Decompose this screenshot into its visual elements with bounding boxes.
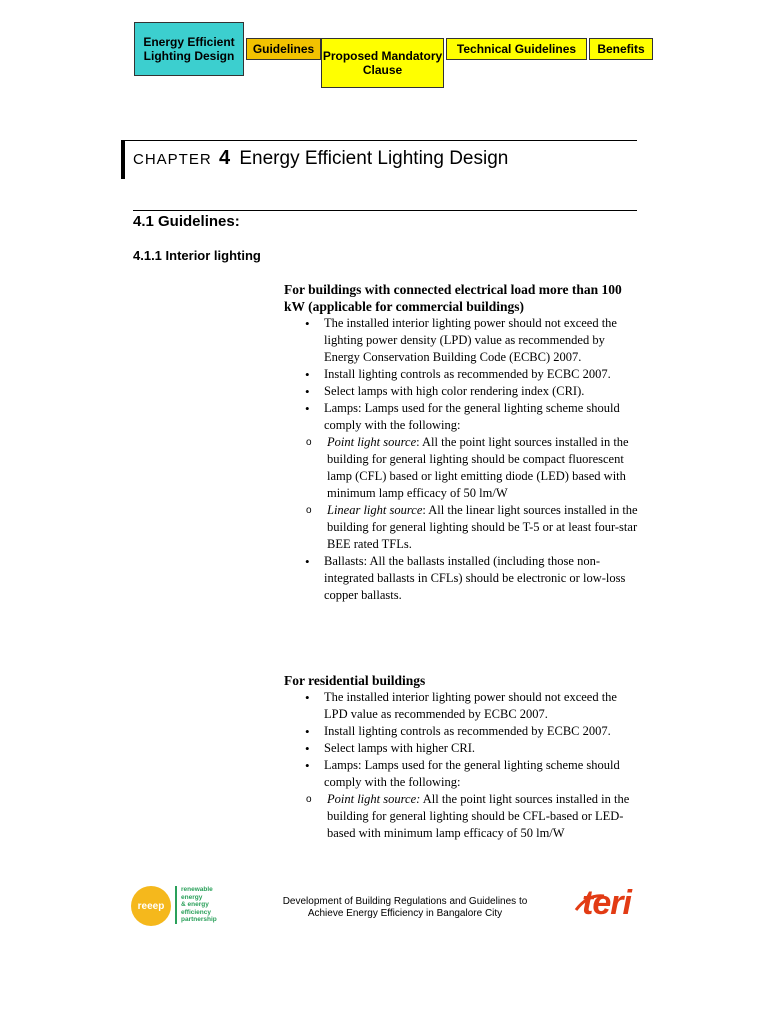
sub-item-label: Linear light source — [327, 503, 423, 517]
reeep-line: & energy — [181, 901, 209, 908]
reeep-line: partnership — [181, 916, 217, 923]
sub-item-text: All the point light sources installed in the building for general lighting should be CFL-based or LED-based with minimum lamp efficacy of 50 lm/W — [327, 792, 630, 840]
nav-guidelines[interactable] — [246, 38, 321, 60]
chapter-header — [121, 140, 637, 179]
reeep-logo — [131, 886, 241, 930]
chapter-number: 4 — [218, 147, 231, 169]
lamps-item-text: Lamps: Lamps used for the general lighting scheme should comply with the following: — [324, 401, 620, 432]
reeep-logo-mark: reeep — [131, 886, 171, 926]
lamp-sub-list — [284, 791, 640, 842]
commercial-bullet-list — [284, 315, 640, 604]
list-item: • Install lighting controls as recommended by ECBC 2007. — [284, 723, 640, 740]
sub-list-item — [284, 434, 640, 502]
chapter-title — [133, 147, 508, 170]
chapter-word: CHAPTER — [133, 151, 212, 168]
lamps-item-text: Lamps: Lamps used for the general lighting scheme should comply with the following: — [324, 758, 620, 789]
section-heading: 4.1 Guidelines: — [133, 210, 637, 230]
subsection-heading: 4.1.1 Interior lighting — [133, 248, 261, 263]
teri-logo — [574, 884, 634, 928]
footer-text — [280, 896, 530, 920]
nav-guidelines-label: Guidelines — [252, 42, 315, 56]
sub-item-label: Point light source — [327, 435, 417, 449]
commercial-block-title: For buildings with connected electrical load more than 100 kW (applicable for commercial buildings) — [284, 282, 622, 314]
nav-technical-label: Technical Guidelines — [456, 42, 577, 56]
footer-line-1: Development of Building Regulations and Guidelines to — [282, 896, 528, 907]
lamp-sub-list — [284, 434, 640, 553]
nav-energy-efficient-lighting-design[interactable] — [134, 22, 244, 76]
sub-list-item — [284, 502, 640, 553]
residential-bullet-list — [284, 689, 640, 842]
reeep-logo-text — [175, 886, 217, 924]
reeep-line: energy — [181, 893, 203, 901]
list-item: • Ballasts: All the ballasts installed (including those non-integrated ballasts in CFLs) should be electronic or low-loss copper ballasts. — [284, 553, 640, 604]
teri-logo-text: teri — [582, 884, 631, 922]
nav-benefits[interactable] — [589, 38, 653, 60]
nav-main-label: Energy Efficient Lighting Design — [143, 35, 235, 63]
commercial-buildings-block — [284, 281, 640, 604]
nav-benefits-label: Benefits — [597, 42, 645, 56]
sub-item-label: Point light source: — [327, 792, 421, 806]
reeep-line: efficiency — [181, 908, 211, 916]
nav-mandatory-label: Proposed Mandatory Clause — [322, 49, 443, 77]
list-item — [284, 400, 640, 553]
list-item: • Install lighting controls as recommended by ECBC 2007. — [284, 366, 640, 383]
sub-item-text: : All the point light sources installed in the building for general lighting should be compact fluorescent lamp (CFL) based or light emitting diode (LED) based with minimum lamp efficacy of 50 lm/W — [327, 435, 629, 500]
sub-list-item — [284, 791, 640, 842]
residential-buildings-block — [284, 672, 640, 842]
nav-technical-guidelines[interactable] — [446, 38, 587, 60]
sub-item-text: : All the linear light sources installed in the building for general lighting should be T-5 or at least four-star BEE rated TFLs. — [327, 503, 638, 551]
list-item: • Select lamps with higher CRI. — [284, 740, 640, 757]
list-item: • The installed interior lighting power should not exceed the LPD value as recommended by ECBC 2007. — [284, 689, 640, 723]
nav-proposed-mandatory-clause[interactable] — [321, 38, 444, 88]
list-item — [284, 757, 640, 842]
reeep-line: renewable — [181, 886, 213, 893]
footer-line-2: Achieve Energy Efficiency in Bangalore City — [307, 908, 503, 919]
list-item: • The installed interior lighting power should not exceed the lighting power density (LPD) value as recommended by Energy Conservation Building Code (ECBC) 2007. — [284, 315, 640, 366]
residential-block-title: For residential buildings — [284, 673, 426, 688]
list-item: • Select lamps with high color rendering index (CRI). — [284, 383, 640, 400]
chapter-bar — [121, 141, 125, 179]
chapter-title-text: Energy Efficient Lighting Design — [239, 148, 509, 169]
